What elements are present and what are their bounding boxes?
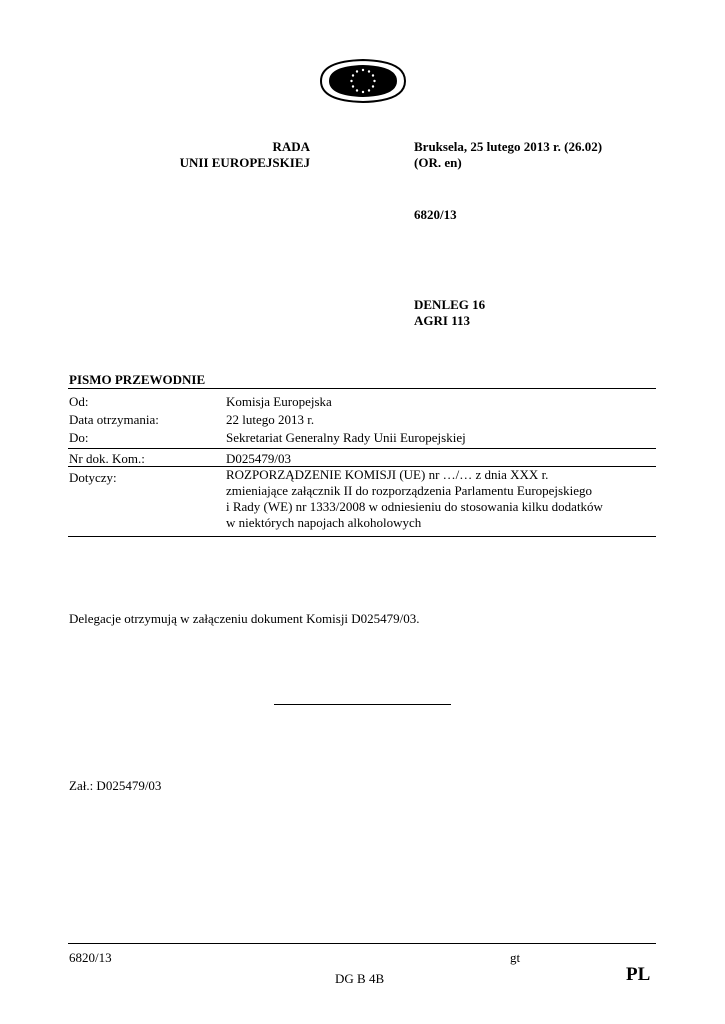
council-name	[120, 139, 310, 171]
code-agri: AGRI 113	[414, 313, 470, 328]
row-to-label: Do:	[69, 430, 89, 445]
row-comdoc-label: Nr dok. Kom.:	[69, 451, 145, 466]
document-number: 6820/13	[414, 207, 457, 222]
subject-line: i Rady (WE) nr 1333/2008 w odniesieniu do stosowania kilku dodatków	[226, 499, 603, 514]
subject-line: ROZPORZĄDZENIE KOMISJI (UE) nr …/… z dnia XXX r.	[226, 467, 549, 482]
row-comdoc-value: D025479/03	[226, 451, 291, 466]
table-rule-2	[68, 448, 656, 449]
row-from-label: Od:	[69, 394, 89, 409]
attachment-note: Zał.: D025479/03	[69, 778, 162, 793]
row-from-value: Komisja Europejska	[226, 394, 332, 409]
table-bottom-rule	[68, 536, 656, 537]
code-denleg: DENLEG 16	[414, 297, 486, 312]
table-top-rule	[68, 388, 656, 389]
separator-line	[274, 704, 451, 705]
place-date-block	[414, 139, 602, 171]
row-received-value: 22 lutego 2013 r.	[226, 412, 315, 427]
footer-doc-number: 6820/13	[69, 950, 112, 965]
original-language: (OR. en)	[414, 155, 462, 170]
subject-line: w niektórych napojach alkoholowych	[226, 515, 422, 530]
place-date: Bruksela, 25 lutego 2013 r. (26.02)	[414, 139, 603, 154]
row-received-label: Data otrzymania:	[69, 412, 159, 427]
classification-codes	[414, 297, 485, 329]
body-text: Delegacje otrzymują w załączeniu dokument Komisji D025479/03.	[69, 611, 420, 626]
cover-note-title: PISMO PRZEWODNIE	[69, 372, 206, 387]
footer-language: PL	[626, 964, 651, 985]
footer-rule	[68, 943, 656, 944]
footer-dg: DG B 4B	[335, 971, 385, 986]
footer-initials: gt	[510, 950, 521, 965]
council-name-line1: RADA	[272, 139, 310, 154]
council-name-line2: UNII EUROPEJSKIEJ	[179, 155, 310, 170]
row-subject-value	[226, 467, 656, 531]
subject-line: zmieniające załącznik II do rozporządzenia Parlamentu Europejskiego	[226, 483, 592, 498]
row-to-value: Sekretariat Generalny Rady Unii Europejskiej	[226, 430, 466, 445]
row-subject-label: Dotyczy:	[69, 470, 117, 485]
council-emblem-logo	[318, 55, 408, 105]
